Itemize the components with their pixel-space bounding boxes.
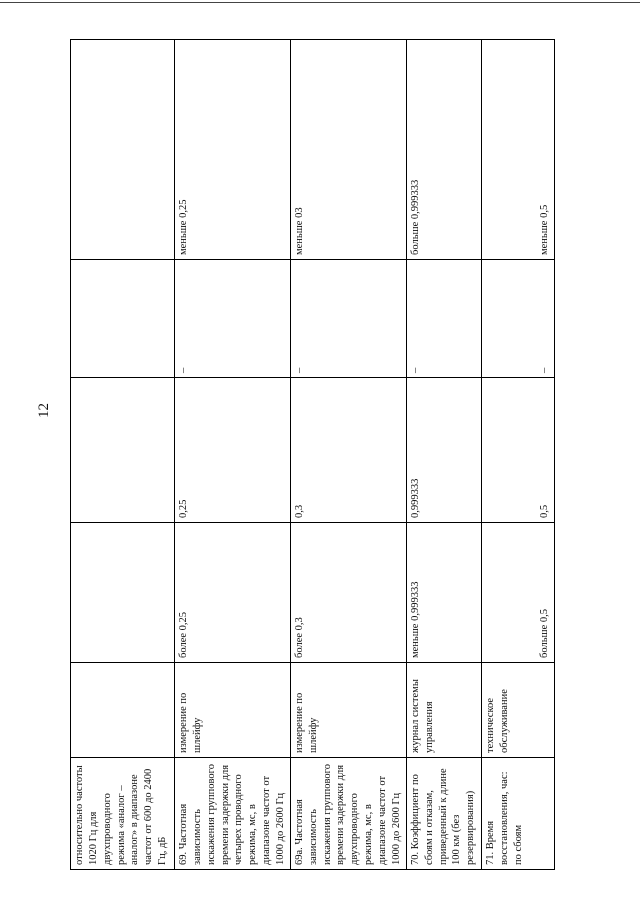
value-cell: – — [406, 260, 481, 378]
method-cell: журнал системы управления — [406, 663, 481, 758]
value-cell: меньше 0,5 — [481, 40, 554, 260]
value-cell: 0,25 — [175, 378, 291, 523]
value-cell: – — [175, 260, 291, 378]
value-cell: меньше 0,999333 — [406, 523, 481, 663]
parameters-table — [70, 39, 555, 870]
value-cell: более 0,25 — [175, 523, 291, 663]
value-cell — [71, 260, 175, 378]
method-cell: измерение по шлейфу — [290, 663, 406, 758]
value-cell — [71, 523, 175, 663]
table-row — [71, 40, 175, 870]
parameter-cell: относительно частоты 1020 Гц для двухпроводного режима «аналог – аналог» в диапазоне частот от 600 до 2400 Гц, дБ — [71, 758, 175, 870]
value-cell: 0,3 — [290, 378, 406, 523]
table-row — [175, 40, 291, 870]
parameter-cell: 70. Коэффициент по сбоям и отказам, приведенный к длине 100 км (без резервирования) — [406, 758, 481, 870]
value-cell: – — [290, 260, 406, 378]
value-cell: больше 0,5 — [481, 523, 554, 663]
parameter-cell: 69а. Частотная зависимость искажения группового времени задержки для двухпроводного режима, мс, в диапазоне частот от 1000 до 2600 Гц — [290, 758, 406, 870]
method-cell: техническое обслуживание — [481, 663, 554, 758]
page-number: 12 — [36, 403, 52, 418]
rotated-table-container — [70, 40, 551, 870]
value-cell — [71, 40, 175, 260]
value-cell: меньше 03 — [290, 40, 406, 260]
top-rule — [0, 2, 640, 3]
method-cell — [71, 663, 175, 758]
value-cell: меньше 0,25 — [175, 40, 291, 260]
parameter-cell: 71. Время восстановления, час: по сбоям — [481, 758, 554, 870]
value-cell — [71, 378, 175, 523]
table-row — [481, 40, 554, 870]
value-cell: – — [481, 260, 554, 378]
value-cell: более 0,3 — [290, 523, 406, 663]
table-row — [290, 40, 406, 870]
value-cell: 0,999333 — [406, 378, 481, 523]
value-cell: 0,5 — [481, 378, 554, 523]
value-cell: больше 0,999333 — [406, 40, 481, 260]
method-cell: измерение по шлейфу — [175, 663, 291, 758]
table-row — [406, 40, 481, 870]
parameter-cell: 69. Частотная зависимость искажения группового времени задержки для четырех проводного режима, мс, в диапазоне частот от 1000 до 2600 Гц — [175, 758, 291, 870]
